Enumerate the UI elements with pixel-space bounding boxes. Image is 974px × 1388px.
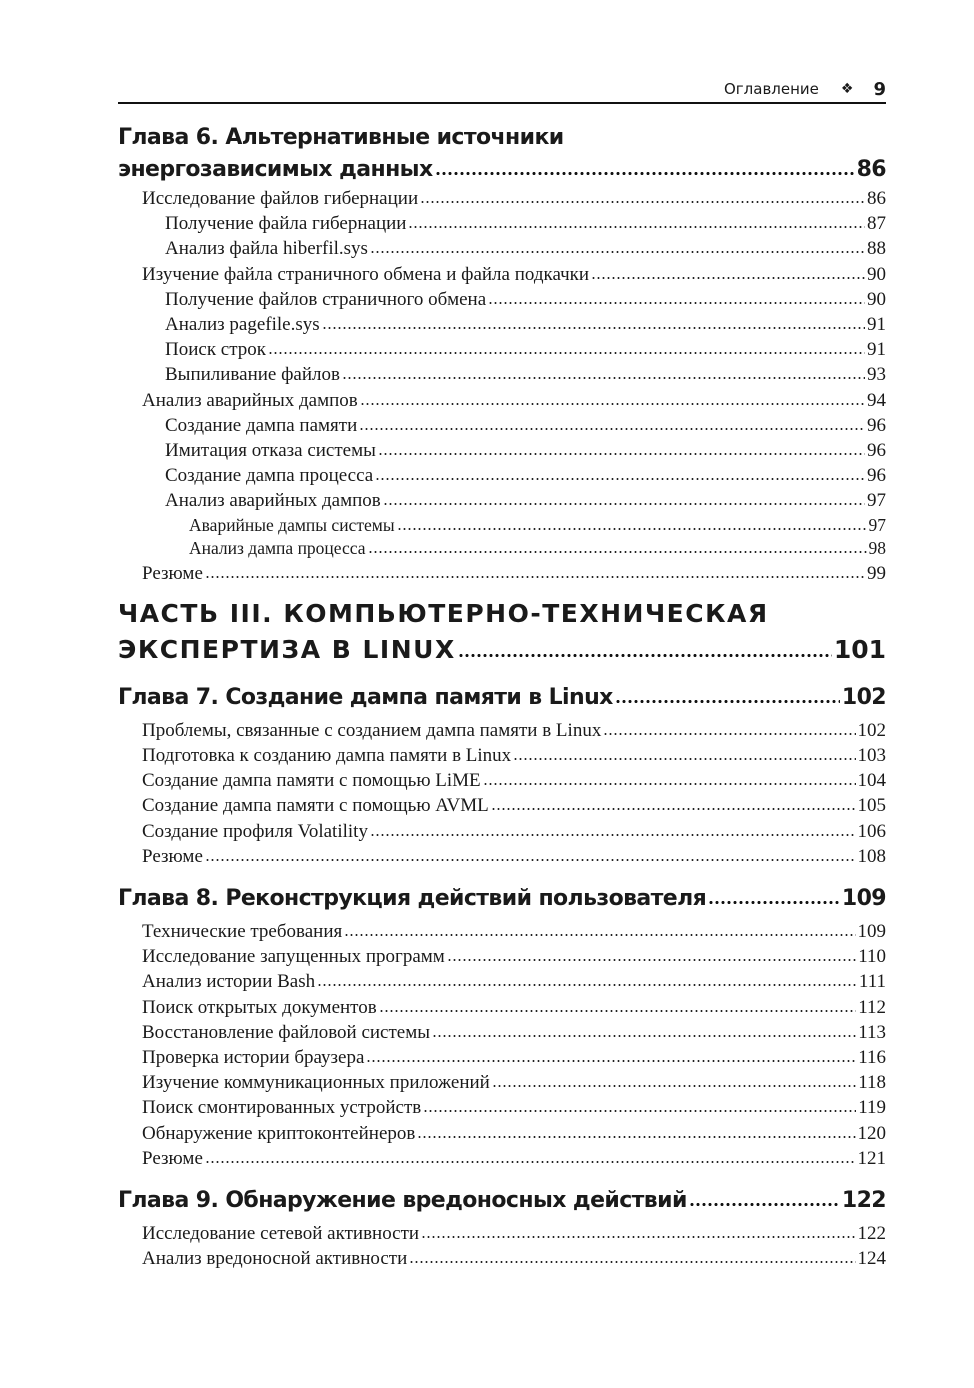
entry-page-number: 93 xyxy=(867,364,886,386)
toc-entry[interactable] xyxy=(118,1221,886,1246)
entry-title: энергозависимых данных xyxy=(118,157,433,182)
entry-title: Подготовка к созданию дампа памяти в Linux xyxy=(142,745,512,767)
toc-entry[interactable] xyxy=(118,1121,886,1146)
toc-row xyxy=(118,514,886,538)
toc-entry[interactable] xyxy=(118,438,886,463)
dot-leader xyxy=(421,1235,855,1239)
dot-leader xyxy=(359,427,865,431)
dot-leader xyxy=(360,402,865,406)
dot-leader xyxy=(383,502,865,506)
entry-page-number: 116 xyxy=(858,1047,886,1069)
entry-title-line1: ЧАСТЬ III. КОМПЬЮТЕРНО-ТЕХНИЧЕСКАЯ xyxy=(118,598,769,628)
toc-entry[interactable] xyxy=(118,312,886,337)
toc-entry[interactable] xyxy=(118,186,886,211)
entry-page-number: 124 xyxy=(857,1248,886,1270)
entry-page-number: 119 xyxy=(858,1097,886,1119)
dot-leader xyxy=(379,1009,857,1013)
entry-title: Резюме xyxy=(142,845,203,867)
entry-title: Выпиливание файлов xyxy=(165,364,340,386)
entry-title: Создание профиля Volatility xyxy=(142,820,368,842)
dot-leader xyxy=(205,575,865,579)
toc-entry[interactable] xyxy=(118,1095,886,1120)
entry-page-number: 96 xyxy=(867,465,886,487)
running-header xyxy=(118,76,886,104)
dot-leader xyxy=(317,983,857,987)
toc-entry[interactable] xyxy=(118,236,886,261)
dot-leader xyxy=(420,200,865,204)
entry-title: Анализ аварийных дампов xyxy=(142,389,358,411)
toc-entry[interactable] xyxy=(118,463,886,488)
entry-page-number: 110 xyxy=(858,946,886,968)
entry-page-number: 94 xyxy=(867,389,886,411)
dot-leader xyxy=(378,452,865,456)
toc-row xyxy=(118,337,886,362)
toc-entry[interactable] xyxy=(118,1070,886,1095)
entry-title: Обнаружение криптоконтейнеров xyxy=(142,1122,416,1144)
entry-page-number: 90 xyxy=(867,288,886,310)
entry-title: Резюме xyxy=(142,562,203,584)
toc-row xyxy=(118,154,886,186)
entry-page-number: 97 xyxy=(867,490,886,512)
dot-leader xyxy=(205,1160,856,1164)
entry-title: Поиск строк xyxy=(165,339,267,361)
entry-page-number: 109 xyxy=(841,886,886,912)
entry-title: Исследование сетевой активности xyxy=(142,1223,420,1245)
dot-leader xyxy=(417,1135,855,1139)
entry-title: Поиск открытых документов xyxy=(142,996,377,1018)
entry-title: Анализ дампа процесса xyxy=(189,538,366,559)
toc-row xyxy=(118,819,886,844)
entry-title: Имитация отказа системы xyxy=(165,440,376,462)
toc-entry[interactable] xyxy=(118,211,886,236)
entry-page-number: 87 xyxy=(867,213,886,235)
toc-row xyxy=(118,488,886,513)
entry-page-number: 120 xyxy=(857,1122,886,1144)
entry-title: Глава 8. Реконструкция действий пользователя xyxy=(118,886,707,912)
dot-leader xyxy=(366,1059,856,1063)
dot-leader xyxy=(368,550,867,554)
entry-title: Глава 9. Обнаружение вредоносных действий xyxy=(118,1188,687,1214)
toc-row xyxy=(118,1045,886,1070)
toc-row xyxy=(118,262,886,287)
toc-entry[interactable] xyxy=(118,413,886,438)
toc-entry[interactable] xyxy=(118,337,886,362)
toc-entry[interactable] xyxy=(118,844,886,869)
entry-title: Получение файлов страничного обмена xyxy=(165,288,487,310)
dot-leader xyxy=(370,250,865,254)
toc-entry[interactable] xyxy=(118,793,886,818)
dot-leader xyxy=(488,301,865,305)
toc-entry[interactable] xyxy=(118,1020,886,1045)
dot-leader xyxy=(408,225,865,229)
toc-row xyxy=(118,743,886,768)
toc-row xyxy=(118,1070,886,1095)
dot-leader xyxy=(483,782,856,786)
toc-row xyxy=(118,388,886,413)
toc-entry[interactable] xyxy=(118,388,886,413)
entry-page-number: 99 xyxy=(867,562,886,584)
toc-row xyxy=(118,793,886,818)
entry-page-number: 111 xyxy=(858,971,886,993)
entry-title: Создание дампа памяти с помощью LiME xyxy=(142,770,481,792)
toc-row xyxy=(118,211,886,236)
chapter-entry[interactable] xyxy=(118,883,886,915)
entry-title: Получение файла гибернации xyxy=(165,213,407,235)
chapter-entry[interactable] xyxy=(118,122,886,186)
header-section-title: Оглавление xyxy=(723,80,819,98)
part-entry[interactable] xyxy=(118,596,886,668)
toc-row xyxy=(118,537,886,561)
entry-title: Создание дампа памяти xyxy=(165,414,358,436)
toc-row xyxy=(118,186,886,211)
entry-title: Анализ вредоносной активности xyxy=(142,1248,408,1270)
entry-page-number: 96 xyxy=(867,414,886,436)
entry-title: Изучение коммуникационных приложений xyxy=(142,1072,490,1094)
entry-title: Глава 7. Создание дампа памяти в Linux xyxy=(118,684,613,710)
toc-row xyxy=(118,1221,886,1246)
entry-page-number: 98 xyxy=(868,538,886,559)
entry-title: Исследование запущенных программ xyxy=(142,946,445,968)
entry-page-number: 101 xyxy=(833,634,886,664)
toc-entry[interactable] xyxy=(118,768,886,793)
entry-title: Восстановление файловой системы xyxy=(142,1021,431,1043)
table-of-contents xyxy=(118,122,886,1272)
entry-title: Анализ файла hiberfil.sys xyxy=(165,238,368,260)
toc-entry[interactable] xyxy=(118,514,886,538)
toc-row xyxy=(118,883,886,915)
entry-page-number: 105 xyxy=(857,795,886,817)
toc-row xyxy=(118,561,886,586)
entry-page-number: 113 xyxy=(858,1021,886,1043)
toc-entry[interactable] xyxy=(118,944,886,969)
toc-row xyxy=(118,362,886,387)
toc-entry[interactable] xyxy=(118,1146,886,1171)
toc-row xyxy=(118,1246,886,1271)
entry-title: Исследование файлов гибернации xyxy=(142,188,419,209)
dot-leader xyxy=(409,1260,855,1264)
toc-entry[interactable] xyxy=(118,718,886,743)
entry-page-number: 121 xyxy=(857,1147,886,1169)
entry-page-number: 102 xyxy=(857,719,886,741)
chapter-entry[interactable] xyxy=(118,1185,886,1217)
dot-leader xyxy=(423,1109,856,1113)
toc-entry[interactable] xyxy=(118,743,886,768)
toc-row xyxy=(118,718,886,743)
toc-entry[interactable] xyxy=(118,362,886,387)
entry-title: Изучение файла страничного обмена и файла подкачки xyxy=(142,263,590,285)
entry-page-number: 91 xyxy=(867,314,886,336)
toc-row xyxy=(118,919,886,944)
dot-leader xyxy=(492,1084,856,1088)
entry-page-number: 86 xyxy=(856,157,886,182)
entry-page-number: 108 xyxy=(857,845,886,867)
toc-row xyxy=(118,969,886,994)
toc-entry[interactable] xyxy=(118,262,886,287)
entry-page-number: 88 xyxy=(867,238,886,260)
entry-page-number: 106 xyxy=(857,820,886,842)
toc-entry[interactable] xyxy=(118,819,886,844)
toc-row xyxy=(118,768,886,793)
dot-leader xyxy=(615,699,840,704)
ornament-icon: ❖ xyxy=(840,81,854,97)
entry-title: Анализ истории Bash xyxy=(142,971,316,993)
toc-row xyxy=(118,236,886,261)
toc-row xyxy=(118,1146,886,1171)
entry-title: Проблемы, связанные с созданием дампа памяти в Linux xyxy=(142,719,602,741)
dot-leader xyxy=(342,376,865,380)
toc-row xyxy=(118,438,886,463)
dot-leader xyxy=(591,276,865,280)
entry-title: Создание дампа памяти с помощью AVML xyxy=(142,795,489,817)
dot-leader xyxy=(447,958,856,962)
dot-leader xyxy=(689,1202,840,1207)
dot-leader xyxy=(432,1034,856,1038)
dot-leader xyxy=(491,807,856,811)
entry-page-number: 112 xyxy=(858,996,886,1018)
dot-leader xyxy=(513,757,855,761)
toc-entry[interactable] xyxy=(118,969,886,994)
entry-title: Анализ аварийных дампов xyxy=(165,490,381,512)
entry-title-line1: Глава 6. Альтернативные источники xyxy=(118,125,564,150)
toc-row xyxy=(118,413,886,438)
entry-page-number: 90 xyxy=(867,263,886,285)
dot-leader xyxy=(603,732,855,736)
chapter-entry[interactable] xyxy=(118,682,886,714)
entry-title: Проверка истории браузера xyxy=(142,1047,365,1069)
entry-title: Аварийные дампы системы xyxy=(189,514,395,535)
entry-page-number: 97 xyxy=(868,514,886,535)
toc-entry[interactable] xyxy=(118,995,886,1020)
entry-title: Технические требования xyxy=(142,921,343,943)
entry-title: ЭКСПЕРТИЗА В LINUX xyxy=(118,634,456,664)
toc-row xyxy=(118,944,886,969)
entry-page-number: 109 xyxy=(857,921,886,943)
dot-leader xyxy=(458,653,832,658)
entry-page-number: 104 xyxy=(857,770,886,792)
dot-leader xyxy=(268,351,865,355)
toc-entry[interactable] xyxy=(118,561,886,586)
toc-entry[interactable] xyxy=(118,919,886,944)
entry-page-number: 91 xyxy=(867,339,886,361)
dot-leader xyxy=(344,933,855,937)
entry-page-number: 118 xyxy=(858,1072,886,1094)
toc-row xyxy=(118,312,886,337)
dot-leader xyxy=(322,326,865,330)
entry-page-number: 122 xyxy=(857,1223,886,1245)
dot-leader xyxy=(370,833,856,837)
entry-title: Резюме xyxy=(142,1147,203,1169)
entry-title: Создание дампа процесса xyxy=(165,465,374,487)
dot-leader xyxy=(708,900,840,905)
toc-entry[interactable] xyxy=(118,1045,886,1070)
toc-row xyxy=(118,682,886,714)
dot-leader xyxy=(397,527,867,531)
toc-entry[interactable] xyxy=(118,488,886,513)
toc-entry[interactable] xyxy=(118,1246,886,1271)
toc-row xyxy=(118,1185,886,1217)
dot-leader xyxy=(375,477,865,481)
entry-page-number: 103 xyxy=(857,745,886,767)
toc-row xyxy=(118,463,886,488)
toc-row xyxy=(118,1095,886,1120)
dot-leader xyxy=(435,171,855,176)
toc-entry[interactable] xyxy=(118,287,886,312)
toc-entry[interactable] xyxy=(118,537,886,561)
toc-row xyxy=(118,287,886,312)
entry-page-number: 86 xyxy=(867,188,886,209)
entry-page-number: 122 xyxy=(841,1188,886,1214)
toc-row xyxy=(118,632,886,668)
entry-title: Анализ pagefile.sys xyxy=(165,314,320,336)
entry-title: Поиск смонтированных устройств xyxy=(142,1097,422,1119)
page-number: 9 xyxy=(873,78,886,100)
dot-leader xyxy=(205,858,856,862)
toc-row xyxy=(118,1020,886,1045)
toc-row xyxy=(118,995,886,1020)
entry-page-number: 96 xyxy=(867,440,886,462)
toc-row xyxy=(118,844,886,869)
toc-row xyxy=(118,1121,886,1146)
entry-page-number: 102 xyxy=(841,684,886,710)
